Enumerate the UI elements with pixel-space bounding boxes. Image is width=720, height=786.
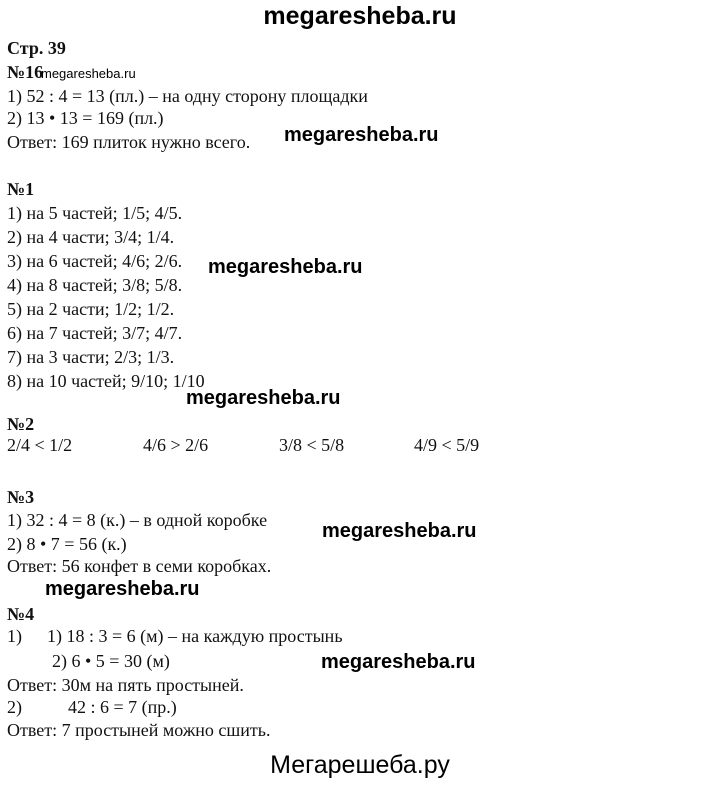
task16-heading: №16	[7, 62, 44, 82]
task2-comparison-3: 3/8 < 5/8	[279, 435, 345, 455]
task4-part2-answer: Ответ: 7 простыней можно сшить.	[7, 720, 271, 740]
task1-line-3: 3) на 6 частей; 4/6; 2/6.	[7, 251, 183, 271]
task1-line-6: 6) на 7 частей; 3/7; 4/7.	[7, 323, 183, 343]
task16-line-2: 2) 13 • 13 = 169 (пл.)	[7, 108, 164, 128]
task4-part1-step1: 1) 18 : 3 = 6 (м) – на каждую простынь	[47, 626, 343, 646]
task3-line-1: 1) 32 : 4 = 8 (к.) – в одной коробке	[7, 510, 268, 530]
task2-heading: №2	[7, 414, 35, 434]
task2-comparison-2: 4/6 > 2/6	[143, 435, 209, 455]
task2-comparison-1: 2/4 < 1/2	[7, 435, 73, 455]
watermark-small: megaresheba.ru	[41, 66, 136, 81]
task1-heading: №1	[7, 179, 35, 199]
task4-part1-step2: 2) 6 • 5 = 30 (м)	[52, 651, 170, 671]
task16-line-1: 1) 52 : 4 = 13 (пл.) – на одну сторону площадки	[7, 86, 368, 106]
task1-line-8: 8) на 10 частей; 9/10; 1/10	[7, 371, 205, 391]
task1-line-2: 2) на 4 части; 3/4; 1/4.	[7, 227, 175, 247]
watermark-inline-4: megaresheba.ru	[322, 520, 477, 542]
task4-heading: №4	[7, 604, 35, 624]
task1-line-1: 1) на 5 частей; 1/5; 4/5.	[7, 203, 183, 223]
watermark-inline-3: megaresheba.ru	[186, 387, 341, 409]
task4-part1-answer: Ответ: 30м на пять простыней.	[7, 675, 244, 695]
task2-comparison-4: 4/9 < 5/9	[414, 435, 480, 455]
watermark-inline-1: megaresheba.ru	[284, 124, 439, 146]
task16-answer: Ответ: 169 плиток нужно всего.	[7, 132, 251, 152]
task1-line-7: 7) на 3 части; 2/3; 1/3.	[7, 347, 175, 367]
watermark-inline-2: megaresheba.ru	[208, 256, 363, 278]
task3-heading: №3	[7, 487, 35, 507]
task4-part2-label: 2)	[7, 697, 22, 717]
watermark-bottom: Мегарешеба.ру	[270, 751, 450, 779]
watermark-top: megaresheba.ru	[263, 2, 457, 30]
task1-line-5: 5) на 2 части; 1/2; 1/2.	[7, 299, 175, 319]
task1-line-4: 4) на 8 частей; 3/8; 5/8.	[7, 275, 183, 295]
page-label: Стр. 39	[7, 38, 66, 58]
task3-line-2: 2) 8 • 7 = 56 (к.)	[7, 534, 127, 554]
watermark-inline-6: megaresheba.ru	[321, 651, 476, 673]
task4-part2-step: 42 : 6 = 7 (пр.)	[68, 697, 177, 717]
task4-part1-label: 1)	[7, 626, 22, 646]
watermark-inline-5: megaresheba.ru	[45, 578, 200, 600]
task3-answer: Ответ: 56 конфет в семи коробках.	[7, 556, 272, 576]
